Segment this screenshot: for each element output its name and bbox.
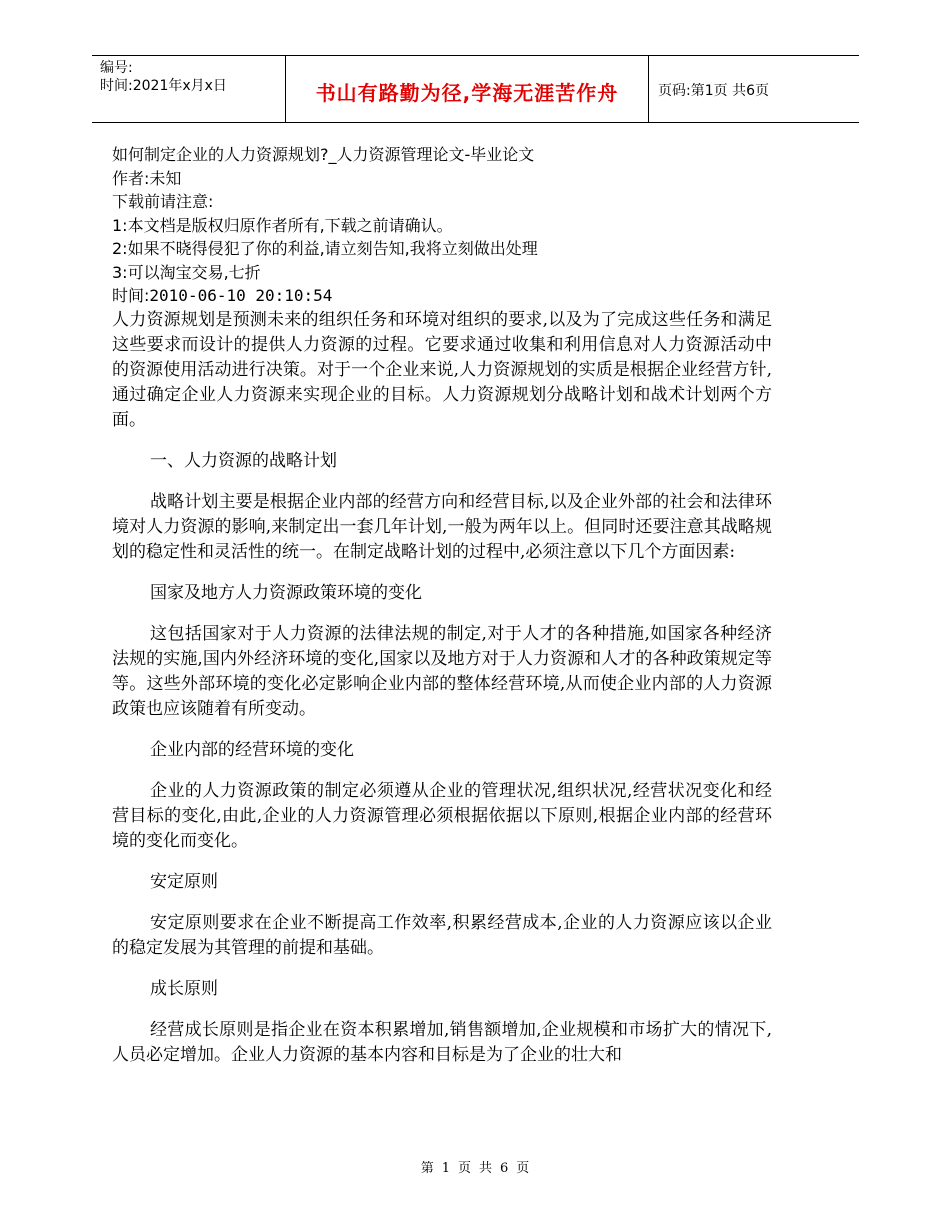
- publish-time: [112, 284, 772, 308]
- notice-heading: 下载前请注意:: [112, 192, 214, 211]
- footer-ye: 页: [457, 1161, 471, 1176]
- header-right-cell: [648, 56, 859, 122]
- publish-time-value: 2010-06-10 20:10:54: [149, 286, 333, 305]
- document-author: 作者:未知: [112, 168, 182, 188]
- header-middle-cell: [285, 56, 649, 122]
- document-body: [112, 143, 772, 1068]
- section1-paragraph: 战略计划主要是根据企业内部的经营方向和经营目标,以及企业外部的社会和法律环境对人力资源的影响,来制定出一套几年计划,一般为两年以上。但同时还要注意其战略规划的稳定性和灵活性的统一。在制定战略计划的过程中,必须注意以下几个方面因素:: [112, 491, 772, 562]
- footer-gong: 共: [479, 1161, 493, 1176]
- sub2-paragraph: 企业的人力资源政策的制定必须遵从企业的管理状况,组织状况,经营状况变化和经营目标的变化,由此,企业的人力资源管理必须根据依据以下原则,根据企业内部的经营环境的变化而变化。: [112, 780, 772, 851]
- document-title: 如何制定企业的人力资源规划?_人力资源管理论文-毕业论文: [112, 145, 535, 164]
- notice-item-3: 3:可以淘宝交易,七折: [112, 262, 261, 282]
- publish-time-label: 时间:: [112, 286, 150, 305]
- footer-total-pages: 6: [500, 1161, 509, 1176]
- page-footer: [0, 1157, 950, 1176]
- document-time-label: 时间:2021年x月x日: [100, 78, 227, 94]
- intro-paragraph: 人力资源规划是预测未来的组织任务和环境对组织的要求,以及为了完成这些任务和满足这些要求而设计的提供人力资源的过程。它要求通过收集和利用信息对人力资源活动中的资源使用活动进行决策。对于一个企业来说,人力资源规划的实质是根据企业经营方针,通过确定企业人力资源来实现企业的目标。人力资源规划分战略计划和战术计划两个方面。: [112, 309, 772, 430]
- notice-item-1: 1:本文档是版权归原作者所有,下载之前请确认。: [112, 215, 453, 235]
- notice-item-2: 2:如果不晓得侵犯了你的利益,请立刻告知,我将立刻做出处理: [112, 239, 538, 258]
- sub3-heading: 安定原则: [150, 871, 218, 892]
- footer-page-number: 1: [441, 1161, 450, 1176]
- sub2-heading: 企业内部的经营环境的变化: [150, 739, 354, 760]
- header-motto: 书山有路勤为径,学海无涯苦作舟: [315, 81, 619, 105]
- section1-heading: 一、人力资源的战略计划: [150, 450, 337, 471]
- page-header: [92, 55, 859, 123]
- sub3-paragraph: 安定原则要求在企业不断提高工作效率,积累经营成本,企业的人力资源应该以企业的稳定发展为其管理的前提和基础。: [112, 912, 772, 958]
- document-meta: [112, 143, 772, 308]
- footer-ye2: 页: [516, 1161, 530, 1176]
- footer-di: 第: [420, 1161, 434, 1176]
- sub1-paragraph: 这包括国家对于人力资源的法律法规的制定,对于人才的各种措施,如国家各种经济法规的实施,国内外经济环境的变化,国家以及地方对于人力资源和人才的各种政策规定等等。这些外部环境的变化必定影响企业内部的整体经营环境,从而使企业内部的人力资源政策也应该随着有所变动。: [112, 623, 772, 719]
- sub4-heading: 成长原则: [150, 978, 218, 999]
- header-page-info: 页码:第1页 共6页: [658, 83, 769, 99]
- header-left-cell: [92, 56, 285, 122]
- document-number-label: 编号:: [100, 60, 133, 76]
- sub1-heading: 国家及地方人力资源政策环境的变化: [150, 582, 422, 603]
- sub4-paragraph: 经营成长原则是指企业在资本积累增加,销售额增加,企业规模和市场扩大的情况下,人员必定增加。企业人力资源的基本内容和目标是为了企业的壮大和: [112, 1019, 772, 1065]
